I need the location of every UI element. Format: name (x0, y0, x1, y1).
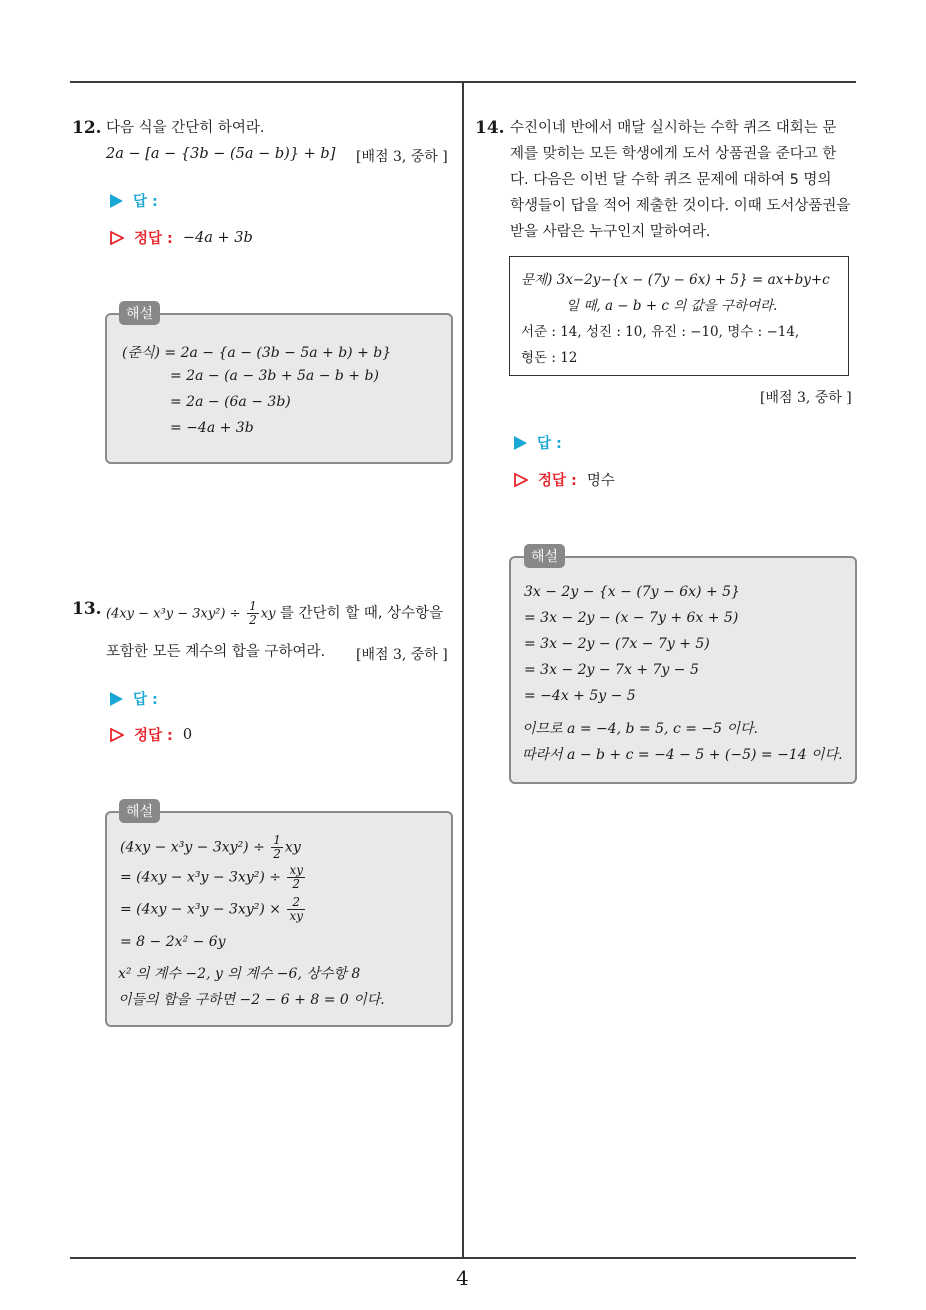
correct-value: 0 (182, 726, 193, 743)
answer-label: 답 : (133, 692, 158, 708)
solution-line: = 3x − 2y − 7x + 7y − 5 (524, 662, 699, 678)
question-13-text-line1 (106, 600, 443, 628)
question-13-number: 13. (72, 599, 102, 619)
solution-line: = 3x − 2y − (7x − 7y + 5) (524, 636, 710, 652)
solution-line: = −4x + 5y − 5 (524, 688, 636, 704)
correct-label: 정답 : (538, 473, 577, 489)
question-13-text-line2: 포함한 모든 계수의 합을 구하여라. (106, 644, 326, 660)
correct-arrow-icon (110, 728, 124, 742)
answer-arrow-icon (110, 692, 123, 706)
solution-line: x² 의 계수 −2, y 의 계수 −6, 상수항 8 (118, 966, 361, 982)
question-12-solution-box (105, 313, 453, 464)
solution-line: = 8 − 2x² − 6y (120, 934, 226, 950)
question-12-answer-row[interactable] (110, 190, 158, 211)
question-13-text: 를 간단히 할 때, 상수항을 (280, 605, 444, 622)
question-12-text: 다음 식을 간단히 하여라. (106, 120, 265, 136)
question-14-answer-row[interactable] (514, 432, 562, 453)
answer-arrow-icon (514, 436, 527, 450)
solution-line: = −4a + 3b (170, 420, 254, 436)
solution-line: (4xy − x³y − 3xy²) ÷ $\frac{1}{2}$ xy (120, 833, 301, 861)
solution-line: = (4xy − x³y − 3xy²) × $\frac{2}{xy}$ (120, 895, 303, 923)
answer-label: 답 : (133, 194, 158, 210)
column-divider (462, 82, 464, 1258)
problem-line: 서준 : 14, 성진 : 10, 유진 : −10, 명수 : −14, (521, 324, 800, 340)
question-13-answer-row[interactable] (110, 688, 158, 709)
question-14-correct-row (514, 469, 615, 490)
fraction: $\frac{1}{2}$ (249, 599, 257, 627)
solution-tag: 해설 (119, 799, 160, 823)
answer-label: 답 : (537, 436, 562, 452)
question-14-text-line: 제를 맞히는 모든 학생에게 도서 상품권을 준다고 한 (510, 146, 837, 162)
correct-label: 정답 : (134, 231, 173, 247)
correct-value: −4a + 3b (182, 229, 253, 246)
solution-line: = 2a − (a − 3b + 5a − b + b) (170, 368, 379, 384)
question-14-number: 14. (475, 118, 505, 138)
fraction: $\frac{xy}{2}$ (289, 863, 303, 891)
question-12-number: 12. (72, 118, 102, 138)
question-13-correct-row (110, 724, 192, 745)
question-14-text-line: 수진이네 반에서 매달 실시하는 수학 퀴즈 대회는 문 (510, 120, 837, 136)
solution-line: 이들의 합을 구하면 −2 − 6 + 8 = 0 이다. (118, 992, 385, 1008)
correct-arrow-icon (514, 473, 528, 487)
question-14-text-line: 다. 다음은 이번 달 수학 퀴즈 문제에 대하여 5 명의 (510, 172, 832, 188)
question-14-text-line: 학생들이 답을 적어 제출한 것이다. 이때 도서상품권을 (510, 198, 851, 214)
problem-line: 형돈 : 12 (521, 350, 578, 366)
bottom-rule (70, 1257, 856, 1259)
page-number: 4 (456, 1266, 469, 1290)
answer-arrow-icon (110, 194, 123, 208)
question-12-meta: [배점 3, 중하 ] (356, 149, 448, 165)
question-14-meta: [배점 3, 중하 ] (760, 390, 852, 406)
solution-line: = 3x − 2y − (x − 7y + 6x + 5) (524, 610, 739, 626)
solution-line: 3x − 2y − {x − (7y − 6x) + 5} (524, 584, 740, 600)
solution-tag: 해설 (524, 544, 565, 568)
expression-tail: xy (260, 606, 276, 622)
solution-line: 이므로 a = −4, b = 5, c = −5 이다. (522, 721, 758, 737)
solution-line: = 2a − (6a − 3b) (170, 394, 291, 410)
correct-arrow-icon (110, 231, 124, 245)
correct-label: 정답 : (134, 728, 173, 744)
solution-line: (준식) = 2a − {a − (3b − 5a + b) + b} (122, 345, 392, 361)
question-14-text-line: 받을 사람은 누구인지 말하여라. (510, 224, 711, 240)
problem-line: 문제) 3x−2y−{x − (7y − 6x) + 5} = ax+by+c (521, 272, 830, 288)
solution-line: = (4xy − x³y − 3xy²) ÷ $\frac{xy}{2}$ (120, 863, 303, 891)
problem-line: 일 때, a − b + c 의 값을 구하여라. (566, 298, 778, 314)
fraction: $\frac{1}{2}$ (273, 833, 281, 861)
expression: (4xy − x³y − 3xy²) ÷ (106, 606, 241, 622)
fraction: $\frac{2}{xy}$ (289, 895, 303, 923)
solution-line: 따라서 a − b + c = −4 − 5 + (−5) = −14 이다. (522, 747, 843, 763)
question-12-expression: 2a − [a − {3b − (5a − b)} + b] (106, 146, 336, 162)
question-12-correct-row (110, 227, 253, 248)
solution-tag: 해설 (119, 301, 160, 325)
correct-value: 명수 (586, 473, 615, 489)
question-13-meta: [배점 3, 중하 ] (356, 647, 448, 663)
